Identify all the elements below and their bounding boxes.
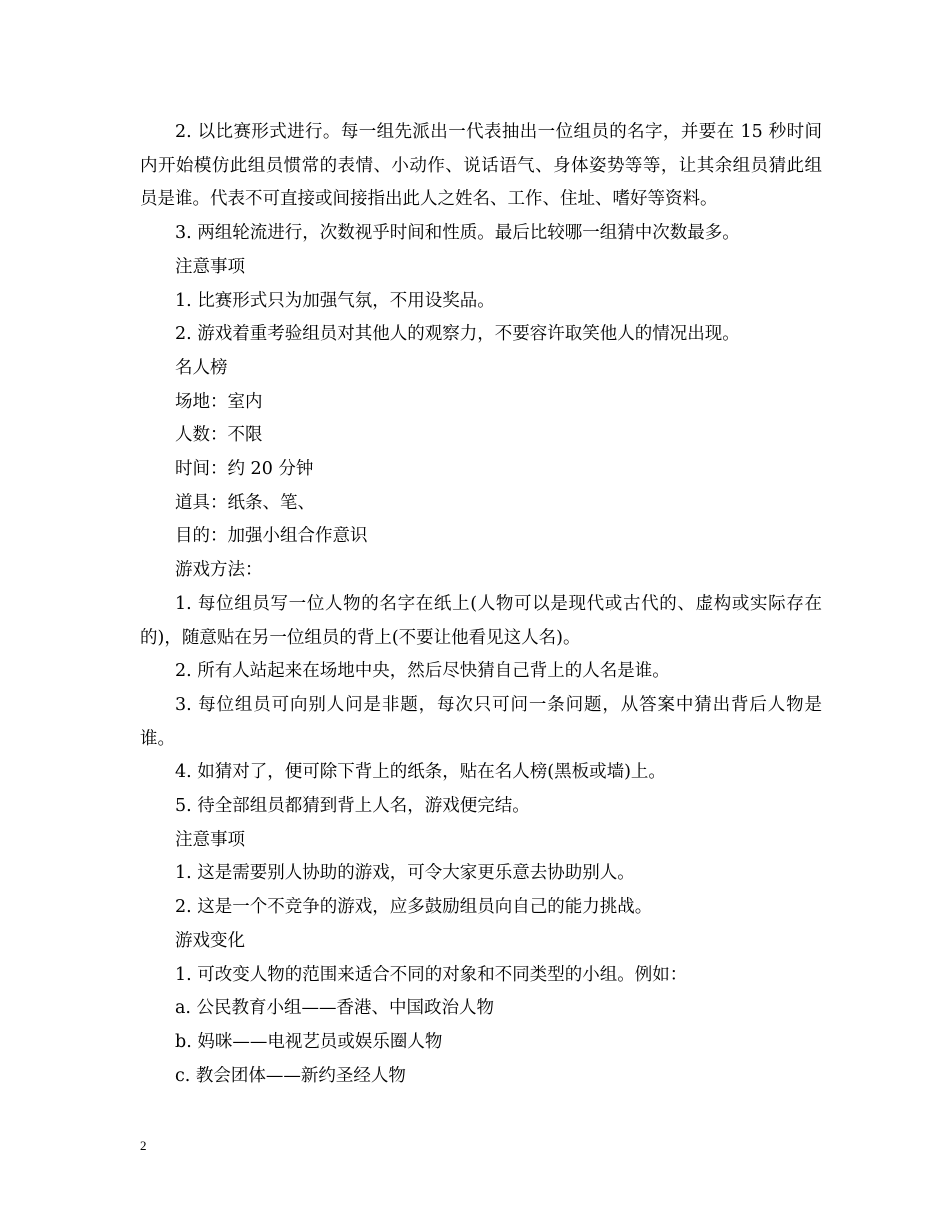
- paragraph-variation-b: b. 妈咪——电视艺员或娱乐圈人物: [175, 1031, 443, 1052]
- page-number: 2: [140, 1138, 147, 1153]
- paragraph-participants: 人数：不限: [175, 425, 263, 446]
- heading-variations: 游戏变化: [175, 930, 245, 951]
- paragraph-props: 道具：纸条、笔、: [175, 492, 315, 513]
- paragraph-rotation: 3. 两组轮流进行，次数视乎时间和性质。最后比较哪一组猜中次数最多。: [175, 223, 740, 244]
- paragraph-method-4: 4. 如猜对了，便可除下背上的纸条，贴在名人榜(黑板或墙)上。: [175, 762, 666, 783]
- paragraph-variation-1: 1. 可改变人物的范围来适合不同的对象和不同类型的小组。例如：: [175, 964, 688, 985]
- heading-method: 游戏方法：: [175, 560, 263, 581]
- paragraph-note-1: 1. 比赛形式只为加强气氛，不用设奖品。: [175, 290, 495, 311]
- document-body: [140, 116, 822, 1093]
- paragraph-method-1: 1. 每位组员写一位人物的名字在纸上(人物可以是现代或古代的、虚构或实际存在的)，随意贴在另一位组员的背上(不要让他看见这人名)。: [140, 593, 822, 648]
- heading-notes: 注意事项: [175, 256, 245, 277]
- paragraph-variation-a: a. 公民教育小组——香港、中国政治人物: [175, 998, 495, 1019]
- paragraph-method-3: 3. 每位组员可向别人问是非题，每次只可问一条问题，从答案中猜出背后人物是谁。: [140, 694, 822, 749]
- paragraph-note2-2: 2. 这是一个不竞争的游戏，应多鼓励组员向自己的能力挑战。: [175, 897, 653, 918]
- paragraph-venue: 场地：室内: [175, 391, 263, 412]
- paragraph-contest-rules: 2. 以比赛形式进行。每一组先派出一代表抽出一位组员的名字，并要在 15 秒时间内开始模仿此组员惯常的表情、小动作、说话语气、身体姿势等等，让其余组员猜此组员是谁。代表不可直接或间接指出此人之姓名、工作、住址、嗜好等资料。: [140, 122, 822, 210]
- paragraph-method-5: 5. 待全部组员都猜到背上人名，游戏便完结。: [175, 796, 530, 817]
- paragraph-note2-1: 1. 这是需要别人协助的游戏，可令大家更乐意去协助别人。: [175, 863, 635, 884]
- heading-game-title: 名人榜: [175, 357, 228, 378]
- heading-notes-2: 注意事项: [175, 829, 245, 850]
- paragraph-method-2: 2. 所有人站起来在场地中央，然后尽快猜自己背上的人名是谁。: [175, 661, 670, 682]
- paragraph-note-2: 2. 游戏着重考验组员对其他人的观察力，不要容许取笑他人的情况出现。: [175, 324, 740, 345]
- paragraph-purpose: 目的：加强小组合作意识: [175, 526, 368, 547]
- paragraph-duration: 时间：约 20 分钟: [175, 459, 314, 480]
- paragraph-variation-c: c. 教会团体——新约圣经人物: [175, 1065, 406, 1086]
